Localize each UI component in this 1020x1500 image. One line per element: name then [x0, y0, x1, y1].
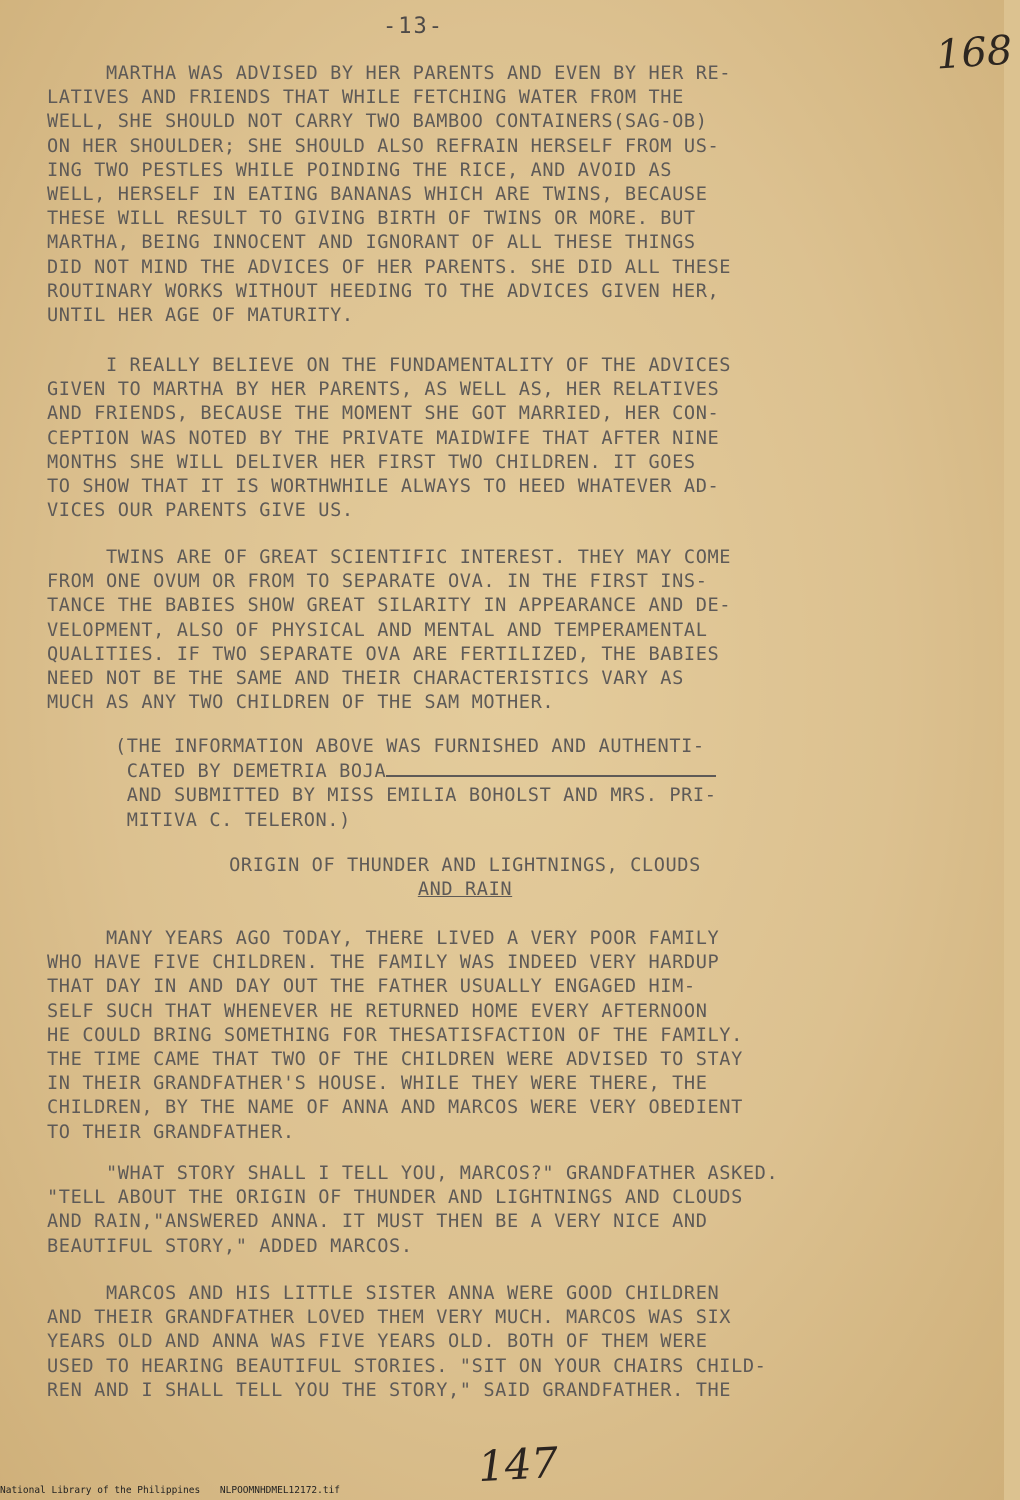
text-line: LATIVES AND FRIENDS THAT WHILE FETCHING WATER FROM THE: [47, 87, 684, 109]
text-line: WELL, SHE SHOULD NOT CARRY TWO BAMBOO CONTAINERS(SAG-OB): [47, 111, 708, 133]
signature-underline: [386, 759, 716, 777]
text-line: CEPTION WAS NOTED BY THE PRIVATE MAIDWIFE THAT AFTER NINE: [47, 427, 720, 449]
text-line: GIVEN TO MARTHA BY HER PARENTS, AS WELL AS, HER RELATIVES: [47, 379, 720, 401]
paragraph-poor-family: [47, 927, 952, 1145]
text-line: AND SUBMITTED BY MISS EMILIA BOHOLST AND MRS. PRI-: [115, 785, 717, 807]
text-line: WHO HAVE FIVE CHILDREN. THE FAMILY WAS INDEED VERY HARDUP: [47, 952, 720, 974]
text-line: ING TWO PESTLES WHILE POINDING THE RICE, AND AVOID AS: [47, 159, 673, 181]
text-line: TANCE THE BABIES SHOW GREAT SILARITY IN APPEARANCE AND DE-: [47, 595, 732, 617]
handwritten-page-number: 147: [476, 1437, 560, 1492]
text-line: VICES OUR PARENTS GIVE US.: [47, 500, 354, 522]
text-line: TWINS ARE OF GREAT SCIENTIFIC INTEREST. THEY MAY COME: [47, 547, 732, 568]
text-line: TO SHOW THAT IT IS WORTHWHILE ALWAYS TO HEED WHATEVER AD-: [47, 476, 720, 498]
text-line: MUCH AS ANY TWO CHILDREN OF THE SAM MOTHER.: [47, 692, 555, 714]
text-line: I REALLY BELIEVE ON THE FUNDAMENTALITY OF THE ADVICES: [47, 355, 732, 376]
text-line: CHILDREN, BY THE NAME OF ANNA AND MARCOS WERE VERY OBEDIENT: [47, 1097, 743, 1119]
text-line: "WHAT STORY SHALL I TELL YOU, MARCOS?" GRANDFATHER ASKED.: [47, 1163, 779, 1184]
text-line: UNTIL HER AGE OF MATURITY.: [47, 305, 354, 327]
text-line: FROM ONE OVUM OR FROM TO SEPARATE OVA. IN THE FIRST INS-: [47, 571, 708, 593]
text-line: SELF SUCH THAT WHENEVER HE RETURNED HOME EVERY AFTERNOON: [47, 1000, 708, 1022]
paragraph-twins-interest: [47, 546, 952, 715]
text-line: ROUTINARY WORKS WITHOUT HEEDING TO THE ADVICES GIVEN HER,: [47, 280, 720, 302]
paragraph-martha-advice: [47, 62, 952, 328]
paragraph-belief: [47, 354, 952, 523]
text-line: TO THEIR GRANDFATHER.: [47, 1121, 295, 1143]
story-title: ORIGIN OF THUNDER AND LIGHTNINGS, CLOUDS: [229, 855, 701, 876]
source-credit: [115, 735, 1020, 833]
text-line: AND RAIN,"ANSWERED ANNA. IT MUST THEN BE A VERY NICE AND: [47, 1211, 708, 1233]
text-line: REN AND I SHALL TELL YOU THE STORY," SAID GRANDFATHER. THE: [47, 1379, 732, 1401]
text-line: QUALITIES. IF TWO SEPARATE OVA ARE FERTILIZED, THE BABIES: [47, 643, 720, 665]
text-line: DID NOT MIND THE ADVICES OF HER PARENTS. SHE DID ALL THESE: [47, 256, 732, 278]
file-name: NLPOOMNHDMEL12172.tif: [219, 1485, 341, 1496]
text-line: CATED BY DEMETRIA BOJA: [115, 761, 387, 783]
text-line: IN THEIR GRANDFATHER'S HOUSE. WHILE THEY WERE THERE, THE: [47, 1073, 708, 1095]
text-line: ON HER SHOULDER; SHE SHOULD ALSO REFRAIN HERSELF FROM US-: [47, 135, 720, 157]
text-line: VELOPMENT, ALSO OF PHYSICAL AND MENTAL AND TEMPERAMENTAL: [47, 619, 708, 641]
text-line: MANY YEARS AGO TODAY, THERE LIVED A VERY POOR FAMILY: [47, 928, 720, 949]
library-name: National Library of the Philippines: [0, 1485, 201, 1496]
text-line: USED TO HEARING BEAUTIFUL STORIES. "SIT ON YOUR CHAIRS CHILD-: [47, 1355, 767, 1377]
story-title-underlined: AND RAIN: [417, 879, 513, 900]
text-line: MARTHA, BEING INNOCENT AND IGNORANT OF ALL THESE THINGS: [47, 232, 696, 254]
page-number: -13-: [383, 14, 444, 39]
text-line: MITIVA C. TELERON.): [115, 809, 351, 831]
text-line: MARCOS AND HIS LITTLE SISTER ANNA WERE GOOD CHILDREN: [47, 1283, 720, 1304]
text-line: BEAUTIFUL STORY," ADDED MARCOS.: [47, 1235, 413, 1257]
text-line: (THE INFORMATION ABOVE WAS FURNISHED AND AUTHENTI-: [115, 736, 705, 757]
handwritten-folio-number: 168: [934, 27, 1014, 79]
scan-footer: [0, 1485, 354, 1496]
text-line: AND FRIENDS, BECAUSE THE MOMENT SHE GOT MARRIED, HER CON-: [47, 403, 720, 425]
story-title-line2: [0, 879, 930, 900]
text-line: YEARS OLD AND ANNA WAS FIVE YEARS OLD. BOTH OF THEM WERE: [47, 1331, 708, 1353]
text-line: MONTHS SHE WILL DELIVER HER FIRST TWO CHILDREN. IT GOES: [47, 451, 696, 473]
credit-informant-line: [115, 759, 1020, 784]
text-line: THE TIME CAME THAT TWO OF THE CHILDREN WERE ADVISED TO STAY: [47, 1049, 743, 1071]
text-line: HE COULD BRING SOMETHING FOR THESATISFACTION OF THE FAMILY.: [47, 1024, 743, 1046]
text-line: AND THEIR GRANDFATHER LOVED THEM VERY MUCH. MARCOS WAS SIX: [47, 1307, 732, 1329]
text-line: THAT DAY IN AND DAY OUT THE FATHER USUALLY ENGAGED HIM-: [47, 976, 696, 998]
text-line: "TELL ABOUT THE ORIGIN OF THUNDER AND LIGHTNINGS AND CLOUDS: [47, 1187, 743, 1209]
text-line: THESE WILL RESULT TO GIVING BIRTH OF TWINS OR MORE. BUT: [47, 208, 696, 230]
text-line: MARTHA WAS ADVISED BY HER PARENTS AND EVEN BY HER RE-: [47, 63, 732, 84]
text-line: WELL, HERSELF IN EATING BANANAS WHICH ARE TWINS, BECAUSE: [47, 184, 708, 206]
text-line: NEED NOT BE THE SAME AND THEIR CHARACTERISTICS VARY AS: [47, 668, 684, 690]
paragraph-dialogue: [47, 1162, 952, 1259]
paragraph-marcos-anna: [47, 1282, 952, 1403]
